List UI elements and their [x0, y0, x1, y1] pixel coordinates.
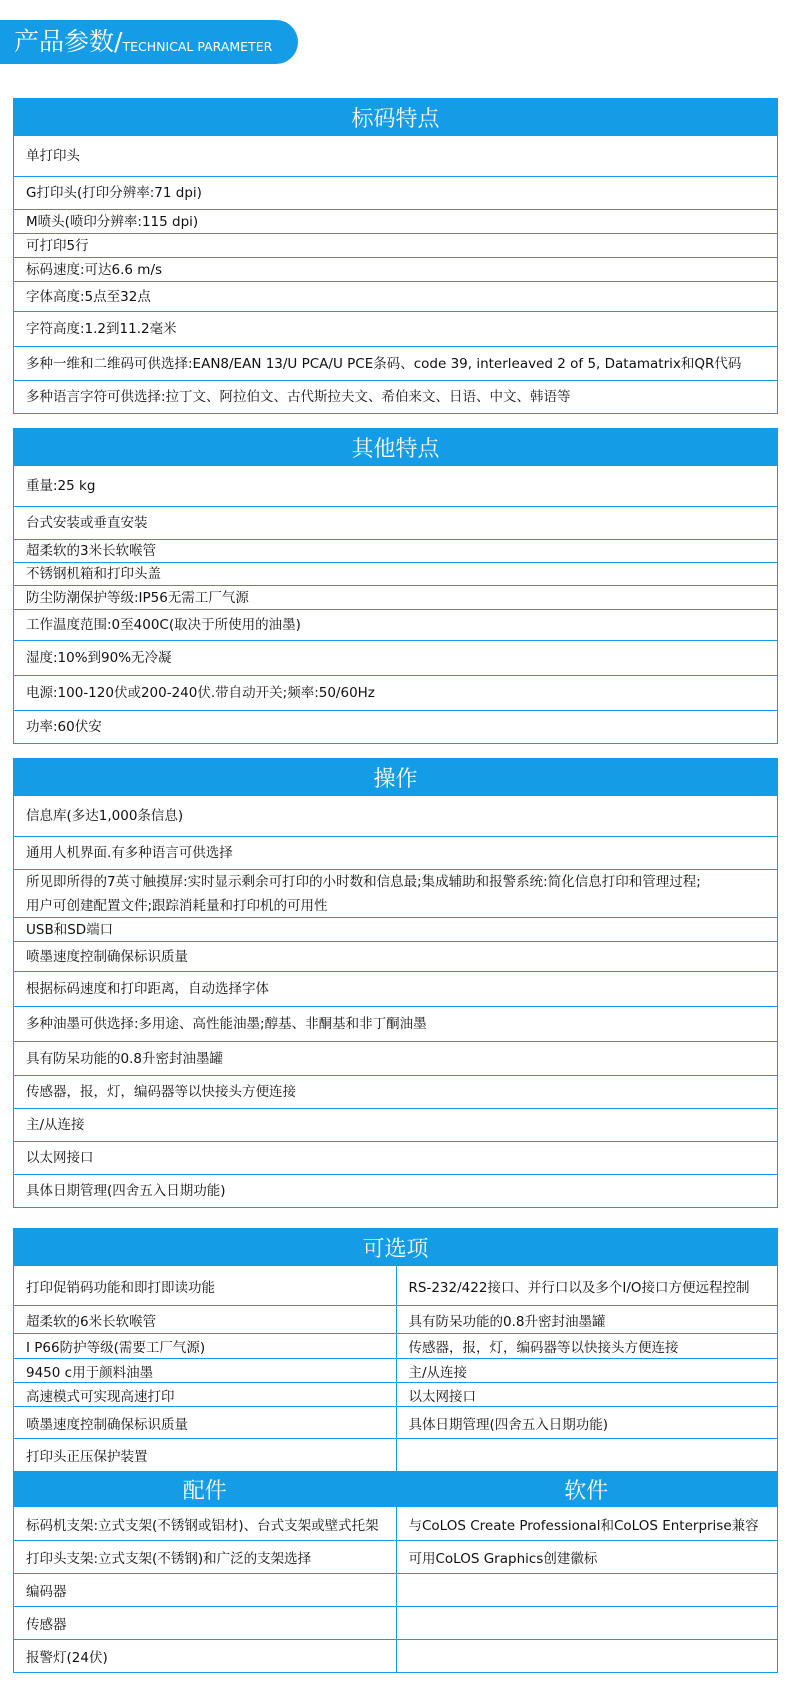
- table-row: [14, 1573, 777, 1606]
- option-left: I P66防护等级(需要工厂气源): [26, 1340, 206, 1356]
- table-row: 多种油墨可供选择:多用途、高性能油墨;醇基、非酮基和非丁酮油墨: [14, 1006, 777, 1041]
- header-title-en: TECHNICAL PARAMETER: [122, 39, 273, 54]
- table-row: 传感器，报，灯，编码器等以快接头方便连接: [14, 1075, 777, 1108]
- table-row: USB和SD端口: [14, 917, 777, 941]
- section-title: 可选项: [14, 1229, 777, 1265]
- accessory-item: 编码器: [26, 1584, 67, 1600]
- table-row: 可打印5行: [14, 233, 777, 257]
- table-row: 信息库(多达1,000条信息): [14, 795, 777, 836]
- table-row: G打印头(打印分辨率:71 dpi): [14, 176, 777, 209]
- coding-features-section: [13, 98, 778, 414]
- table-row: 字符高度:1.2到11.2毫米: [14, 311, 777, 346]
- section-title: 配件: [14, 1472, 396, 1506]
- table-row: [14, 1265, 777, 1305]
- section-title: 操作: [14, 759, 777, 795]
- software-item: [396, 1640, 778, 1672]
- option-right: 具有防呆功能的0.8升密封油墨罐: [396, 1306, 778, 1333]
- options-section: [13, 1228, 778, 1673]
- table-row: 通用人机界面.有多种语言可供选择: [14, 836, 777, 869]
- option-left: 超柔软的6米长软喉管: [26, 1313, 157, 1330]
- option-left: 打印头正压保护装置: [26, 1449, 148, 1465]
- operation-section: [13, 758, 778, 1208]
- software-item: [396, 1574, 778, 1606]
- table-row: [14, 1305, 777, 1333]
- option-right: 以太网接口: [396, 1383, 778, 1406]
- option-left: 9450 c用于颜料油墨: [26, 1364, 154, 1381]
- table-row: 湿度:10%到90%无冷凝: [14, 640, 777, 675]
- row-line: 所见即所得的7英寸触摸屏:实时显示剩余可打印的小时数和信息最;集成辅助和报警系统:简化信息打印和管理过程;: [26, 873, 701, 890]
- software-item: 可用CoLOS Graphics创建徽标: [396, 1541, 778, 1573]
- page-header: [0, 20, 298, 64]
- option-right: 具体日期管理(四舍五入日期功能): [396, 1407, 778, 1438]
- table-row: [14, 1606, 777, 1639]
- accessory-item: 标码机支架:立式支架(不锈钢或铝材)、台式支架或壁式托架: [26, 1517, 379, 1534]
- option-right: 传感器，报，灯，编码器等以快接头方便连接: [396, 1334, 778, 1358]
- accessory-item: 传感器: [26, 1617, 67, 1633]
- table-row: 主/从连接: [14, 1108, 777, 1141]
- section-title: 其他特点: [14, 429, 777, 465]
- accessory-item: 报警灯(24伏): [26, 1650, 108, 1666]
- table-row: 工作温度范围:0至400C(取决于所使用的油墨): [14, 609, 777, 640]
- option-right: 主/从连接: [396, 1359, 778, 1382]
- table-row: 重量:25 kg: [14, 465, 777, 506]
- table-row: 以太网接口: [14, 1141, 777, 1174]
- table-row: 多种一维和二维码可供选择:EAN8/EAN 13/U PCA/U PCE条码、code 39, interleaved 2 of 5, Datamatrix和QR代码: [14, 346, 777, 380]
- table-row: 多种语言字符可供选择:拉丁文、阿拉伯文、古代斯拉夫文、希伯来文、日语、中文、韩语等: [14, 380, 777, 413]
- section-title: 标码特点: [14, 99, 777, 135]
- table-row: 电源:100-120伏或200-240伏.带自动开关;频率:50/60Hz: [14, 675, 777, 710]
- table-row: [14, 1358, 777, 1382]
- table-row: [14, 1506, 777, 1540]
- option-left: 高速模式可实现高速打印: [26, 1388, 175, 1405]
- option-right: [396, 1439, 778, 1471]
- table-row: M喷头(喷印分辨率:115 dpi): [14, 209, 777, 233]
- row-line: 用户可创建配置文件;跟踪消耗量和打印机的可用性: [26, 897, 328, 914]
- software-item: [396, 1607, 778, 1639]
- table-row: 字体高度:5点至32点: [14, 281, 777, 311]
- table-row: [14, 1639, 777, 1672]
- table-row: [14, 1333, 777, 1358]
- table-row: [14, 1406, 777, 1438]
- other-features-section: [13, 428, 778, 744]
- table-row: [14, 1438, 777, 1471]
- option-right: RS-232/422接口、并行口以及多个I/O接口方便远程控制: [396, 1266, 778, 1305]
- table-row: 不锈钢机箱和打印头盖: [14, 562, 777, 585]
- software-item: 与CoLOS Create Professional和CoLOS Enterprise兼容: [396, 1507, 778, 1540]
- table-row: [14, 1540, 777, 1573]
- accessory-item: 打印头支架:立式支架(不锈钢)和广泛的支架选择: [26, 1551, 312, 1567]
- table-row: 单打印头: [14, 135, 777, 176]
- header-title-cn: 产品参数/: [14, 27, 123, 56]
- table-row: [14, 869, 777, 917]
- table-row: [14, 1382, 777, 1406]
- table-row: 具体日期管理(四舍五入日期功能): [14, 1174, 777, 1207]
- table-row: 具有防呆功能的0.8升密封油墨罐: [14, 1041, 777, 1075]
- table-row: 根据标码速度和打印距离，自动选择字体: [14, 971, 777, 1006]
- option-left: 喷墨速度控制确保标识质量: [26, 1416, 188, 1433]
- table-row: 喷墨速度控制确保标识质量: [14, 941, 777, 971]
- accessories-software-header: [14, 1471, 777, 1506]
- option-left: 打印促销码功能和即打即读功能: [26, 1279, 215, 1296]
- section-title: 软件: [396, 1472, 778, 1506]
- table-row: 超柔软的3米长软喉管: [14, 539, 777, 562]
- table-row: 功率:60伏安: [14, 710, 777, 743]
- table-row: 防尘防潮保护等级:IP56无需工厂气源: [14, 585, 777, 609]
- table-row: 台式安装或垂直安装: [14, 506, 777, 539]
- table-row: 标码速度:可达6.6 m/s: [14, 257, 777, 281]
